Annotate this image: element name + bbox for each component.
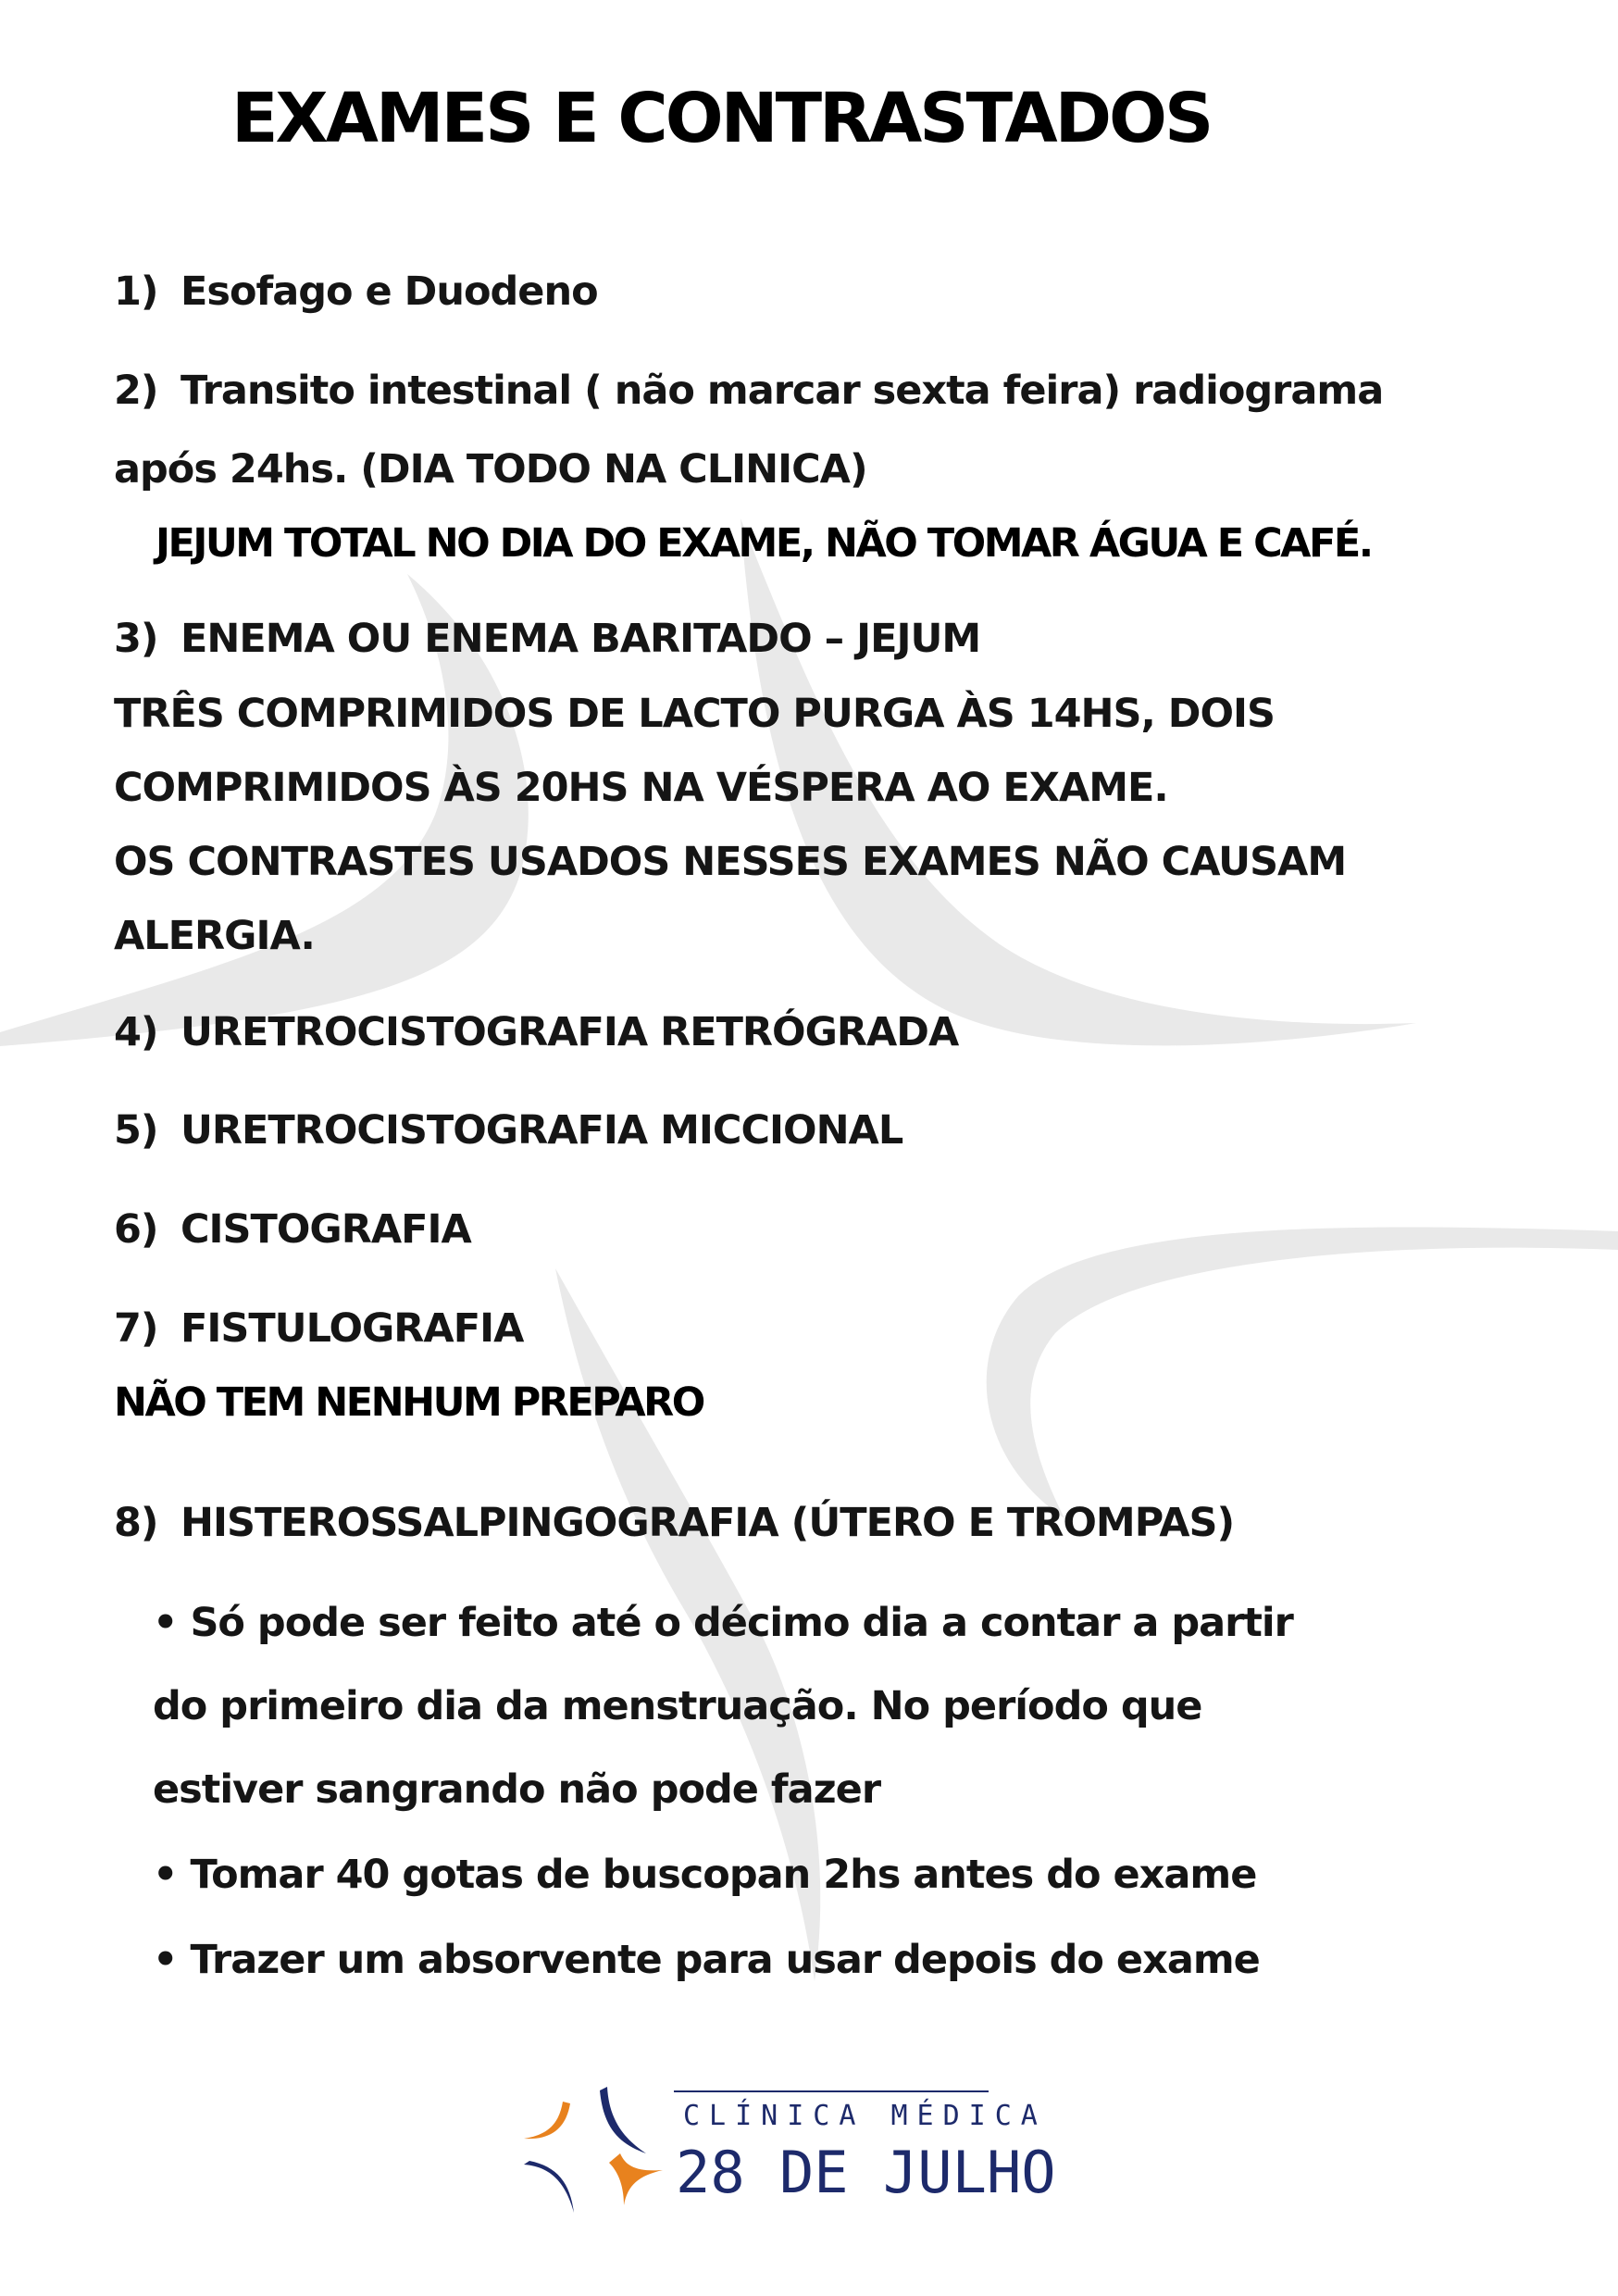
item-text: CISTOGRAFIA <box>180 1206 471 1253</box>
list-item <box>114 1206 471 1253</box>
bullet-line: do primeiro dia da menstruação. No período que <box>153 1683 1202 1729</box>
warning-text: JEJUM TOTAL NO DIA DO EXAME, NÃO TOMAR ÁGUA E CAFÉ. <box>156 520 1372 567</box>
item-number: 1) <box>114 268 158 315</box>
bullet-line: • Tomar 40 gotas de buscopan 2hs antes do exame <box>153 1852 1257 1898</box>
item-continuation: após 24hs. (DIA TODO NA CLINICA) <box>114 446 867 493</box>
detail-line: ALERGIA. <box>114 913 315 959</box>
list-item <box>114 1305 523 1352</box>
bullet-line: estiver sangrando não pode fazer <box>153 1766 881 1813</box>
list-item <box>114 1500 1234 1546</box>
logo-divider <box>674 2090 989 2092</box>
list-item <box>114 368 1383 414</box>
list-item <box>114 1009 958 1055</box>
item-number: 2) <box>114 368 158 414</box>
item-number: 5) <box>114 1107 158 1154</box>
item-number: 3) <box>114 616 158 662</box>
star-cross-logo-icon <box>517 2083 665 2222</box>
item-number: 6) <box>114 1206 158 1253</box>
bullet-line: • Só pode ser feito até o décimo dia a contar a partir <box>153 1600 1293 1646</box>
note-text: NÃO TEM NENHUM PREPARO <box>114 1379 703 1426</box>
clinic-logo <box>517 2083 1056 2222</box>
logo-name: 28 DE JULHO <box>676 2139 1056 2206</box>
item-text: URETROCISTOGRAFIA RETRÓGRADA <box>180 1009 959 1055</box>
item-text: Esofago e Duodeno <box>180 268 598 315</box>
item-number: 4) <box>114 1009 158 1055</box>
item-text: URETROCISTOGRAFIA MICCIONAL <box>180 1107 903 1154</box>
item-text: ENEMA OU ENEMA BARITADO – JEJUM <box>180 616 981 662</box>
item-text: HISTEROSSALPINGOGRAFIA (ÚTERO E TROMPAS) <box>180 1500 1235 1546</box>
item-number: 7) <box>114 1305 158 1352</box>
logo-kicker: CLÍNICA MÉDICA <box>683 2100 1047 2132</box>
detail-line: TRÊS COMPRIMIDOS DE LACTO PURGA ÀS 14HS, DOIS <box>114 691 1276 737</box>
list-item <box>114 616 980 662</box>
item-text: FISTULOGRAFIA <box>180 1305 524 1352</box>
item-text: Transito intestinal ( não marcar sexta feira) radiograma <box>180 368 1384 414</box>
page-title: EXAMES E CONTRASTADOS <box>231 79 1212 158</box>
list-item <box>114 268 598 315</box>
item-number: 8) <box>114 1500 158 1546</box>
detail-line: COMPRIMIDOS ÀS 20HS NA VÉSPERA AO EXAME. <box>114 765 1168 811</box>
list-item <box>114 1107 902 1154</box>
detail-line: OS CONTRASTES USADOS NESSES EXAMES NÃO CAUSAM <box>114 839 1347 885</box>
bullet-line: • Trazer um absorvente para usar depois do exame <box>153 1937 1260 1983</box>
